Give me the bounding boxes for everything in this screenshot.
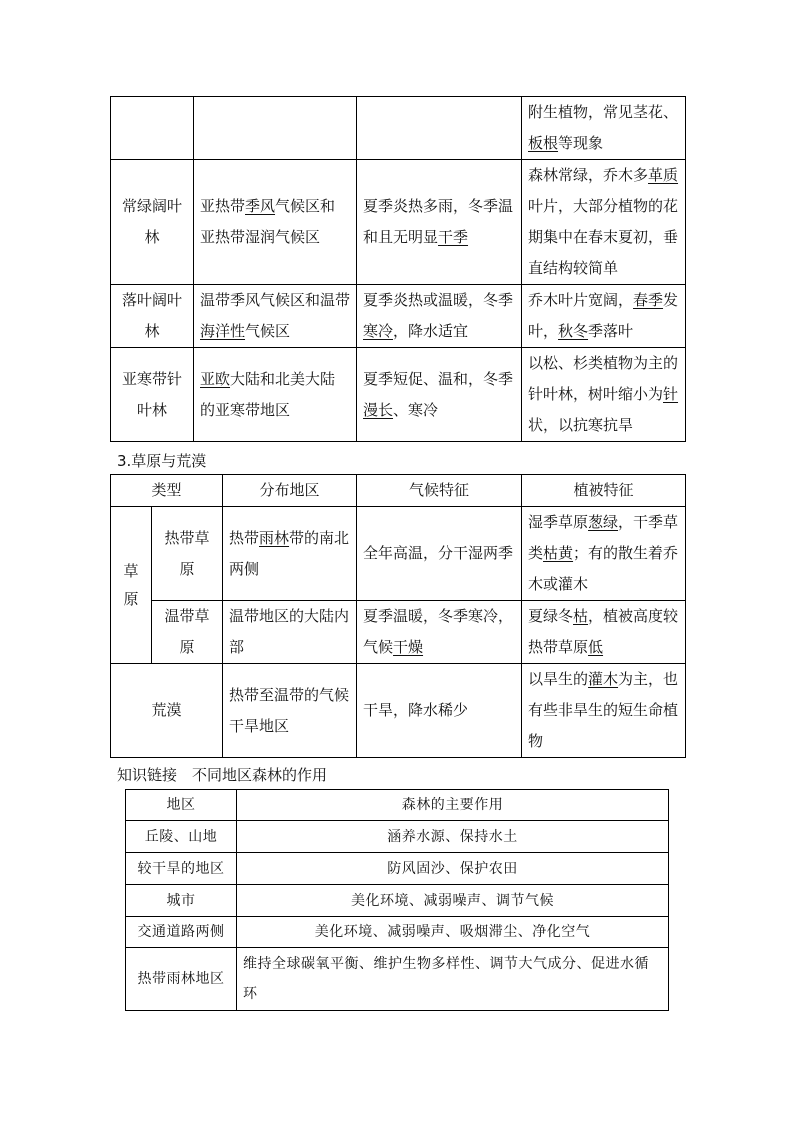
forest-type-cell: 落叶阔叶林 [111, 285, 194, 348]
forest-climate-cell: 夏季短促、温和，冬季漫长、寒冷 [357, 348, 522, 442]
desert-climate-cell: 干旱，降水稀少 [357, 664, 522, 758]
knowledge-link-heading: 知识链接 不同地区森林的作用 [117, 766, 328, 784]
header-vegetation: 植被特征 [522, 475, 686, 507]
table-row [111, 507, 686, 601]
desert-type-cell: 荒漠 [111, 664, 223, 758]
grassland-type-cell: 热带草原 [152, 507, 223, 601]
grassland-region-cell: 温带地区的大陆内部 [223, 601, 357, 664]
table-row [126, 948, 669, 1011]
table-row [111, 285, 686, 348]
grassland-desert-table [110, 474, 686, 758]
section-heading: 3.草原与荒漠 [117, 452, 207, 470]
desert-region-cell: 热带至温带的气候干旱地区 [223, 664, 357, 758]
forest-climate-cell: 夏季炎热多雨，冬季温和且无明显干季 [357, 160, 522, 285]
grassland-climate-cell: 夏季温暖，冬季寒冷，气候干燥 [357, 601, 522, 664]
forest-climate-cell [357, 97, 522, 160]
grassland-vegetation-cell: 夏绿冬枯，植被高度较热带草原低 [522, 601, 686, 664]
table-row [111, 601, 686, 664]
forest-climate-cell: 夏季炎热或温暖，冬季寒冷，降水适宜 [357, 285, 522, 348]
forest-types-table [110, 96, 686, 442]
grassland-group-label: 草原 [111, 507, 152, 664]
table-row [126, 917, 669, 948]
forest-type-cell: 常绿阔叶林 [111, 160, 194, 285]
desert-vegetation-cell: 以旱生的灌木为主，也有些非旱生的短生命植物 [522, 664, 686, 758]
table-row [111, 160, 686, 285]
grassland-climate-cell: 全年高温，分干湿两季 [357, 507, 522, 601]
forest-region-cell: 亚热带季风气候区和亚热带湿润气候区 [194, 160, 357, 285]
header-region: 分布地区 [223, 475, 357, 507]
region-cell: 丘陵、山地 [126, 821, 237, 853]
forest-vegetation-cell: 森林常绿，乔木多革质叶片，大部分植物的花期集中在春末夏初，垂直结构较简单 [522, 160, 686, 285]
forest-region-cell: 亚欧大陆和北美大陆的亚寒带地区 [194, 348, 357, 442]
table-row [126, 821, 669, 853]
role-cell: 美化环境、减弱噪声、调节气候 [237, 885, 669, 917]
role-cell: 美化环境、减弱噪声、吸烟滞尘、净化空气 [237, 917, 669, 948]
table-row [111, 97, 686, 160]
header-type: 类型 [111, 475, 223, 507]
header-region: 地区 [126, 790, 237, 821]
forest-vegetation-cell: 以松、杉类植物为主的针叶林，树叶缩小为针状，以抗寒抗旱 [522, 348, 686, 442]
table-header-row [126, 790, 669, 821]
table-row [126, 885, 669, 917]
region-cell: 城市 [126, 885, 237, 917]
region-cell: 较干旱的地区 [126, 853, 237, 885]
header-role: 森林的主要作用 [237, 790, 669, 821]
role-cell: 维持全球碳氧平衡、维护生物多样性、调节大气成分、促进水循环 [237, 948, 669, 1011]
table-row [111, 348, 686, 442]
table-row [126, 853, 669, 885]
role-cell: 涵养水源、保持水土 [237, 821, 669, 853]
role-cell: 防风固沙、保护农田 [237, 853, 669, 885]
grassland-vegetation-cell: 湿季草原葱绿，干季草类枯黄；有的散生着乔木或灌木 [522, 507, 686, 601]
forest-type-cell: 亚寒带针叶林 [111, 348, 194, 442]
grassland-region-cell: 热带雨林带的南北两侧 [223, 507, 357, 601]
forest-type-cell [111, 97, 194, 160]
table-row [111, 664, 686, 758]
region-cell: 交通道路两侧 [126, 917, 237, 948]
grassland-type-cell: 温带草原 [152, 601, 223, 664]
forest-region-cell [194, 97, 357, 160]
forest-roles-table [125, 789, 669, 1011]
forest-vegetation-cell: 乔木叶片宽阔，春季发叶，秋冬季落叶 [522, 285, 686, 348]
forest-vegetation-cell: 附生植物，常见茎花、板根等现象 [522, 97, 686, 160]
forest-region-cell: 温带季风气候区和温带海洋性气候区 [194, 285, 357, 348]
region-cell: 热带雨林地区 [126, 948, 237, 1011]
header-climate: 气候特征 [357, 475, 522, 507]
table-header-row [111, 475, 686, 507]
